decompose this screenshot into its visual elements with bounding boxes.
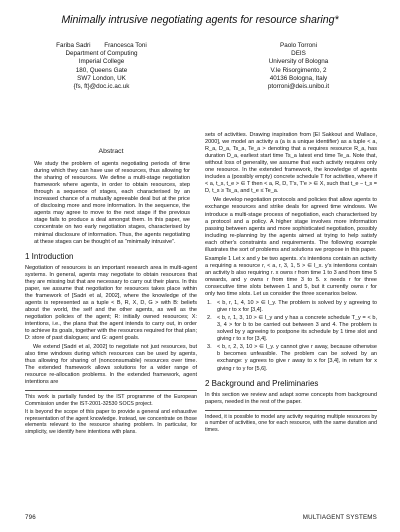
affiliation-imperial [14,42,189,91]
paper-title: Minimally intrusive negotiating agents for resource sharing* [61,14,339,26]
affiliation-line: DEIS [291,50,306,58]
body-paragraph: In this section we review and adapt some concepts from background papers, needed in the rest of the paper. [205,391,377,405]
author-names-right [211,42,386,50]
footnote: Indeed, it is possible to model any activity requiring multiple resources by a number of activities, one for each resource, with the same duration and times. [205,413,377,434]
right-column [205,132,377,435]
list-number: 1. [207,300,212,307]
author-name: Francesca Toni [104,42,147,49]
list-item [205,315,377,343]
intro-paragraph: Negotiation of resources is an important research area in multi-agent systems. In general, agents may negotiate to obtain resources that they are missing but that are necessary to carry out their plans. In this paper, we assume that negotiation for resources takes place within the framework of [Sadri et al, 2002], where the knowledge of the agents is represented as a tuple < B, R, X, D, G > with B: beliefs about the world, the self and the other agents, as well as the negotiation policies of the agent; R: initially owned resources; X: intentions, i.e., the plans that the agent intends to carry out, in order to achieve its goals, together with the resources required for that plan; D: store of past dialogues; and G: agent goals. [25,264,197,342]
author-names-left [14,42,189,50]
author-email: {fs, ft}@doc.ic.ac.uk [73,83,130,91]
list-number: 2. [207,315,212,322]
list-item [205,300,377,314]
list-item [205,344,377,372]
affiliation-line: V.le Risorgimento, 2 [270,66,327,74]
author-name: Fariba Sadri [56,42,91,49]
footnote: It is beyond the scope of this paper to provide a general and exhaustive representation of the agent knowledge. Instead, we concentrate on those elements relevant to the resource sharing problem. In particular, for simplicity, we identify here intentions with plans. [25,408,197,435]
affiliation-line: University of Bologna [268,58,329,66]
list-text: < b, r, 2, 3, 10 > ∈ I_y. y cannot give r away, because otherwise b becomes unfeasible. The problem can be solved by an exchange: y agrees to give r away to x for [3,4], in return for x giving r to y for [5,6]. [217,344,377,372]
abstract-text: We study the problem of agents negotiating periods of time during which they can have use of resources, thus allowing for the sharing of resources. We define a multi-stage negotiation framework where agents, in order to obtain resources, step through a sequence of stages, each characterised by an increased chance of a mutually agreeable deal but at the price of disclosing more and more information. In the sequence, the agents may agree to move to the next stage if the previous stage fails to produce a deal amongst them. In this paper, we concentrate on two early negotiation stages, characterised by minimal disclosure of information. Thus, the agents negotiating at these stages can be thought of as “minimally intrusive”. [34,161,190,245]
list-number: 3. [207,344,212,351]
author-block [14,42,386,91]
body-paragraph: We develop negotiation protocols and policies that allow agents to exchange resources and strike deals for agreed time windows. We introduce a multi-stage process of negotiation, each characterised by a protocol and a policy. A higher stage involves more information passing between agents and more sophisticated negotiation, possibly including re-planning by the agents aimed at trying to help satisfy each other's constraints and requirements. The following example illustrates the sort of problems and solutions we propose in this paper. [205,197,377,253]
body-paragraph: sets of activities. Drawing inspiration from [El Sakkout and Wallace, 2000], we model an activity a (a is a unique identifier) as a tuple < a, R_a, D_a, Ts_a, Te_a > denoting that a requires resource R_a, has duration D_a, earliest start time Ts_a latest end time Te_a. Note that, without loss of generality, we assume that each activity requires only one resource. In the extended framework, the knowledge of agents includes a (possibly empty) concrete schedule T for activities, where if < a, t_s, t_e > ∈ T then < a, R, D, T's, T'e > ∈ X, such that t_e − t_s = D, t_s ≥ Ts_a, and t_e ≤ Te_a. [205,132,377,195]
section-heading-introduction: 1 Introduction [25,251,74,261]
left-column [25,148,197,437]
author-name: Paolo Torroni [280,42,317,49]
footnote: This work is partially funded by the IST programme of the European Commission under the IST-2001-32530 SOCS project. [25,394,197,408]
footnotes [25,390,197,435]
affiliation-line: SW7 London, UK [77,74,126,82]
page-number: 796 [25,514,36,521]
affiliation-line: Imperial College [78,58,125,66]
affiliation-bologna [211,42,386,91]
list-text: < b, r, 1, 3, 10 > ∈ I_y and y has a concrete schedule T_y = < b, 3, 4 > for b to be carried out between 3 and 4. The problem is solved by y agreeing to postpone its schedule by 1 time slot and giving r to x for [3,4]. [217,315,377,343]
affiliation-line: 40136 Bologna, Italy [269,74,328,82]
author-email: ptorroni@deis.unibo.it [267,83,330,91]
affiliation-line: 180, Queens Gate [75,66,128,74]
abstract [25,148,197,246]
example-paragraph: Example 1 Let x and y be two agents. x's intentions contain an activity a requiring a resource r, < a, r, 3, 1, 5 > ∈ I_x. y's intentions contain an activity b also requiring r. x owns r from time 1 to 3 and from time 5 onwards, and y owns r from time 3 to 5. x needs r for three consecutive time slots between 1 and 5, but it currently owns r for only two time slots. Let us consider the three scenarios below. [205,255,377,298]
list-text: < b, r, 1, 4, 10 > ∈ I_y. The problem is solved by y agreeing to give r to x for [3,4]. [217,300,377,314]
running-section: MULTIAGENT SYSTEMS [302,514,377,521]
abstract-heading: Abstract [98,148,124,155]
footnotes [205,410,377,434]
intro-paragraph: We extend [Sadri et al, 2002] to negotiate not just resources, but also time windows during which resources can be used by agents, thus allowing for sharing of (nonconsumable) resources over time. The extended framework allows solutions for a wider range of resource re-allocation problems. In the extended framework, agent intentions are [25,344,197,386]
affiliation-line: Department of Computing [65,50,138,58]
section-heading-background: 2 Background and Preliminaries [205,378,319,388]
page-footer [25,514,377,521]
scenario-list [205,300,377,372]
